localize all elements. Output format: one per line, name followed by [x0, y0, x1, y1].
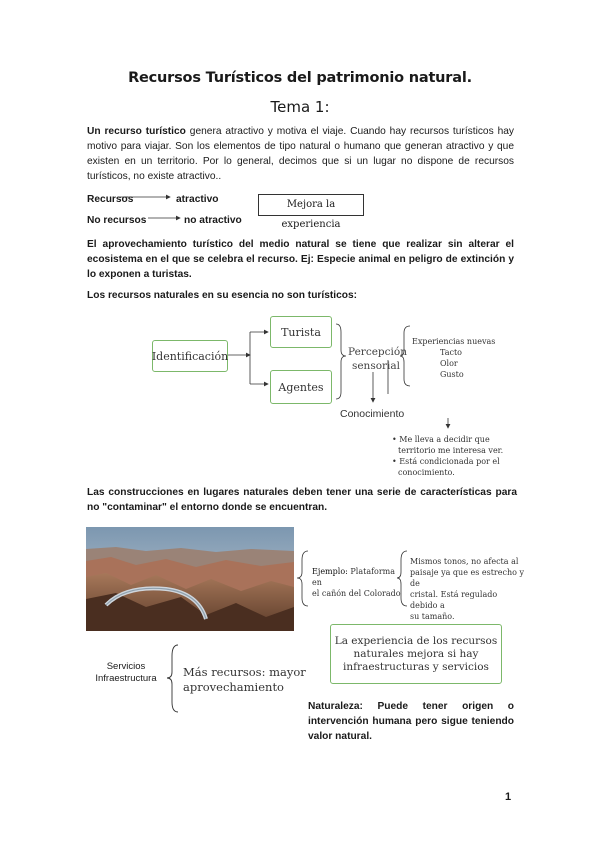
aprovechamiento-paragraph: El aprovechamiento turístico del medio natural se tiene que realizar sin alterar el ecosistema en el que se celebra el recurso. Ej: Especie animal en peligro de extinción y lo exponen a turistas.: [87, 239, 514, 280]
detail-3: cristal. Está regulado debido a: [410, 590, 498, 610]
note-2: territorio me interesa ver.: [398, 446, 504, 455]
no-recursos-label: No recursos: [87, 215, 147, 226]
ejemplo-bold: Ejemplo:: [312, 567, 348, 576]
page-title: Recursos Turísticos del patrimonio natural.: [128, 70, 472, 86]
detail-1: Mismos tonos, no afecta al: [410, 557, 519, 566]
page-subtitle: Tema 1:: [270, 98, 330, 116]
experiencia-tacto: Tacto: [440, 348, 462, 357]
mejora-experiencia-box: Mejora la experiencia: [258, 194, 364, 216]
naturaleza-text: Puede tener origen o intervención humana pero sigue teniendo valor natural.: [308, 701, 514, 742]
note-3: • Está condicionada por el: [392, 457, 500, 466]
percepcion-line2: sensorial: [351, 360, 401, 372]
experiencias-list: [412, 336, 502, 380]
ejemplo-rest: Plataforma en: [312, 567, 396, 587]
experiencia-line2: naturales mejora si hay: [353, 647, 479, 660]
servicios-label: Servicios: [106, 661, 146, 672]
note-1: • Me lleva a decidir que: [392, 435, 490, 444]
conocimiento-notes: [392, 434, 512, 478]
experiencia-line3: infraestructuras y servicios: [343, 660, 489, 673]
note-4: conocimiento.: [398, 468, 455, 477]
recursos-label: Recursos: [87, 194, 134, 205]
no-atractivo-label: no atractivo: [184, 215, 242, 226]
intro-bold-term: Un recurso turístico: [87, 126, 186, 137]
experiencias-title: Experiencias nuevas: [412, 337, 496, 346]
mas-recursos-text: [183, 665, 306, 695]
percepcion-line1: Percepción: [348, 346, 407, 358]
experiencia-line1: La experiencia de los recursos: [334, 634, 498, 647]
conocimiento-label: Conocimiento: [340, 408, 405, 420]
no-turisticos-heading: Los recursos naturales en su esencia no son turísticos:: [87, 290, 358, 301]
percepcion-sensorial: [348, 345, 407, 373]
naturaleza-paragraph: [308, 699, 514, 744]
intro-text: genera atractivo y motiva el viaje. Cuando hay recursos turísticos hay motivo para viajar. Son los elementos de tipo natural o humano que generan atractivo y que existen en un territorio. Por lo general, decimos que si un lugar no dispone de recursos turísticos, no existe atractivo..: [87, 126, 514, 182]
experiencia-olor: Olor: [440, 359, 458, 368]
turista-box: Turista: [270, 316, 332, 348]
mas-recursos-line2: aprovechamiento: [183, 680, 284, 694]
mas-recursos-line1: Más recursos: mayor: [183, 665, 306, 679]
page-number: 1: [505, 791, 512, 803]
experiencia-recursos-box: [330, 624, 502, 684]
naturaleza-bold: Naturaleza:: [308, 701, 363, 712]
servicios-infraestructura: [86, 661, 166, 685]
agentes-box: Agentes: [270, 370, 332, 404]
identificacion-box: Identificación: [152, 340, 228, 372]
detail-4: su tamaño.: [410, 612, 455, 621]
ejemplo-details: [410, 556, 525, 622]
ejemplo-line2: el cañón del Colorado: [312, 589, 401, 598]
infraestructura-label: Infraestructura: [95, 673, 157, 684]
experiencia-gusto: Gusto: [440, 370, 464, 379]
atractivo-label: atractivo: [176, 194, 219, 205]
ejemplo-label: [312, 566, 402, 599]
construcciones-paragraph: Las construcciones en lugares naturales deben tener una serie de características para no "contaminar" el entorno donde se encuentran.: [87, 487, 517, 513]
colorado-skywalk-photo: [86, 527, 294, 631]
detail-2: paisaje ya que es estrecho y de: [410, 568, 524, 588]
